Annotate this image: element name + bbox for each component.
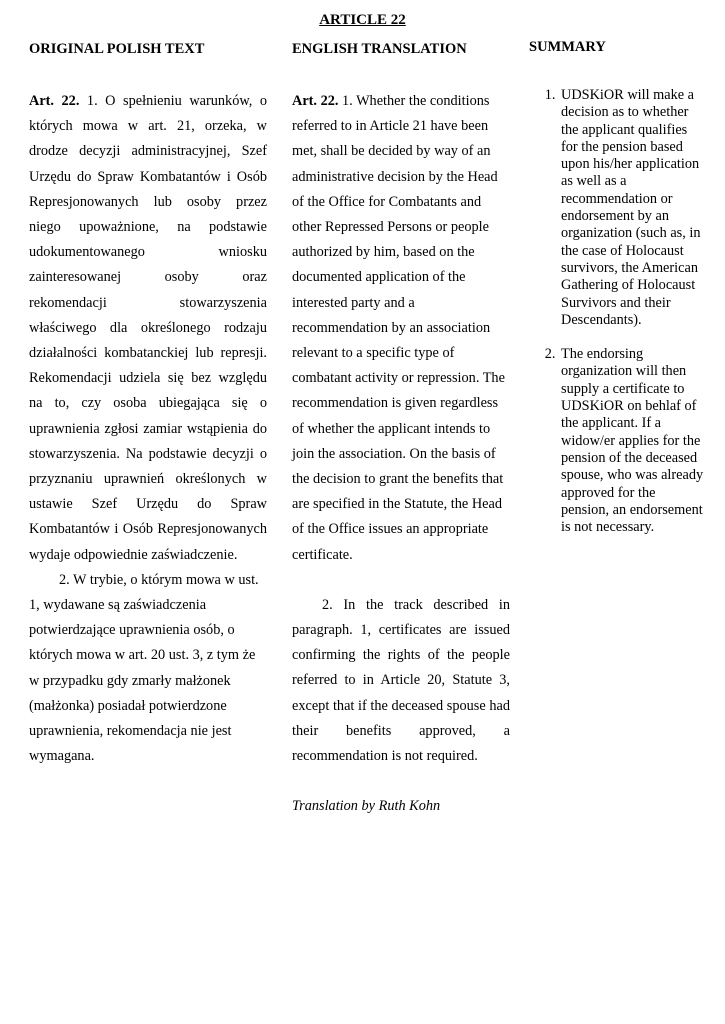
english-paragraph-1-text: 1. Whether the conditions referred to in Article 21 have been met, shall be decided by way of an administrative decision by the Head of the Office for Combatants and other Repressed Persons or people authorized by him, based on the documented application of the interested party and a recommendation by an association relevant to a specific type of combatant activity or repression. The recommendation is given regardless of whether the applicant intends to join the association. On the basis of the decision to grant the benefits that are specified in the Statute, the Head of the Office issues an appropriate certificate. — [292, 93, 505, 563]
summary-item: 2. The endorsing organization will then supply a certificate to UDSKiOR on behlaf of the applicant. If a widow/er applies for the pension of the deceased spouse, who was already approved for the pension, an endorsement is not necessary. — [559, 346, 705, 536]
english-article-number: Art. 22. — [292, 93, 339, 109]
polish-paragraph-1-text: 1. O spełnieniu warunków, o których mowa w art. 21, orzeka, w drodze decyzji administracyjnej, Szef Urzędu do Spraw Kombatantów i Osób Represjonowanych lub osoby przez niego upoważnione, na podstawie udokumentowanego wniosku zainteresowanej osoby oraz rekomendacji stowarzyszenia właściwego dla określonego rodzaju działalności kombatanckiej lub represji. Rekomendacji udziela się bez względu na to, czy osoba ubiegająca się o uprawnienia zgłosi zamiar wstąpienia do stowarzyszenia. Na podstawie decyzji o przyznaniu uprawnień określonych w ustawie Szef Urzędu do Spraw Kombatantów i Osób Represjonowanych wydaje odpowiednie zaświadczenie. — [29, 93, 267, 563]
summary-column — [529, 39, 705, 553]
polish-paragraph-1 — [29, 89, 267, 568]
english-heading: ENGLISH TRANSLATION — [292, 41, 467, 57]
summary-item: 1. UDSKiOR will make a decision as to whether the applicant qualifies for the pension based upon his/her application as well as a recommendation or endorsement by an organization (such as, in the case of Holocaust survivors, the American Gathering of Holocaust Survivors and their Descendants). — [559, 87, 705, 329]
article-title: ARTICLE 22 — [319, 12, 406, 28]
polish-column — [29, 41, 267, 769]
english-column — [292, 41, 510, 819]
summary-heading: SUMMARY — [529, 39, 606, 55]
translation-credit: Translation by Ruth Kohn — [292, 798, 441, 815]
english-paragraph-1 — [292, 89, 510, 568]
paragraph-gap — [292, 568, 510, 593]
polish-paragraph-2: 2. W trybie, o którym mowa w ust. 1, wydawane są zaświadczenia potwierdzające uprawnienia osób, o których mowa w art. 20 ust. 3, z tym że w przypadku gdy zmarły małżonek (małżonka) posiadał potwierdzone uprawnienia, rekomendacja nie jest wymagana. — [29, 571, 259, 765]
polish-heading: ORIGINAL POLISH TEXT — [29, 41, 205, 57]
english-paragraph-2: 2. In the track described in paragraph. 1, certificates are issued confirming the rights of the people referred to in Article 20, Statute 3, except that if the deceased spouse had their benefits approved, a recommendation is not required. — [292, 596, 510, 765]
summary-list — [529, 87, 705, 536]
polish-article-number: Art. 22. — [29, 93, 80, 109]
